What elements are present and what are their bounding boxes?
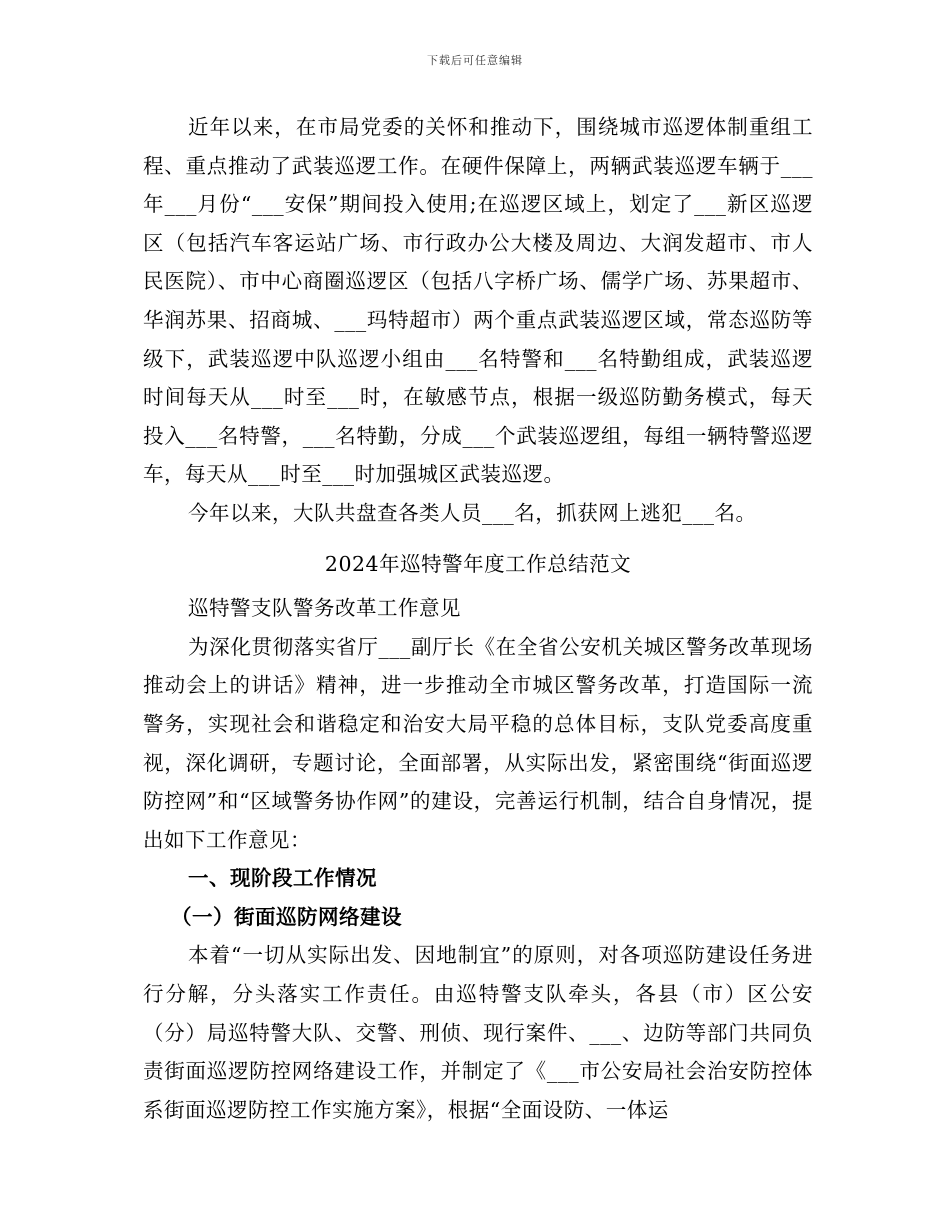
document-title: 2024年巡特警年度工作总结范文 bbox=[324, 551, 632, 576]
page-header: 下载后可任意编辑 bbox=[427, 54, 523, 67]
document-body bbox=[143, 108, 813, 1129]
paragraph-armed-patrol: 近年以来，在市局党委的关怀和推动下，围绕城市巡逻体制重组工程、重点推动了武装巡逻工作。在硬件保障上，两辆武装巡逻车辆于___年___月份“___安保”期间投入使用;在巡逻区域上，划定了___新区巡逻区（包括汽车客运站广场、市行政办公大楼及周边、大润发超市、市人民医院）、市中心商圈巡逻区（包括八字桥广场、儒学广场、苏果超市、华润苏果、招商城、___玛特超市）两个重点武装巡逻区域，常态巡防等级下，武装巡逻中队巡逻小组由___名特警和___名特勤组成，武装巡逻时间每天从___时至___时，在敏感节点，根据一级巡防勤务模式，每天投入___名特警，___名特勤，分成___个武装巡逻组，每组一辆特警巡逻车，每天从___时至___时加强城区武装巡逻。 bbox=[143, 115, 813, 487]
paragraph-street-patrol: 本着“一切从实际出发、因地制宜”的原则，对各项巡防建设任务进行分解，分头落实工作责任。由巡特警支队牵头，各县（市）区公安（分）局巡特警大队、交警、刑侦、现行案件、___、边防等部门共同负责街面巡逻防控网络建设工作，并制定了《___市公安局社会治安防控体系街面巡逻防控工作实施方案》，根据“全面设防、一体运 bbox=[143, 943, 813, 1122]
paragraph-inspection-stats: 今年以来，大队共盘查各类人员___名，抓获网上逃犯___名。 bbox=[188, 500, 757, 525]
subsection-heading: （一）街面巡防网络建设 bbox=[171, 904, 402, 929]
paragraph-introduction: 为深化贯彻落实省厅___副厅长《在全省公安机关城区警务改革现场推动会上的讲话》精神，进一步推动全市城区警务改革，打造国际一流警务，实现社会和谐稳定和治安大局平稳的总体目标，支队党委高度重视，深化调研，专题讨论，全面部署，从实际出发，紧密围绕“街面巡逻防控网”和“区域警务协作网”的建设，完善运行机制，结合自身情况，提出如下工作意见： bbox=[143, 634, 813, 852]
document-subtitle: 巡特警支队警务改革工作意见 bbox=[188, 596, 461, 621]
section-heading: 一、现阶段工作情况 bbox=[188, 866, 377, 891]
